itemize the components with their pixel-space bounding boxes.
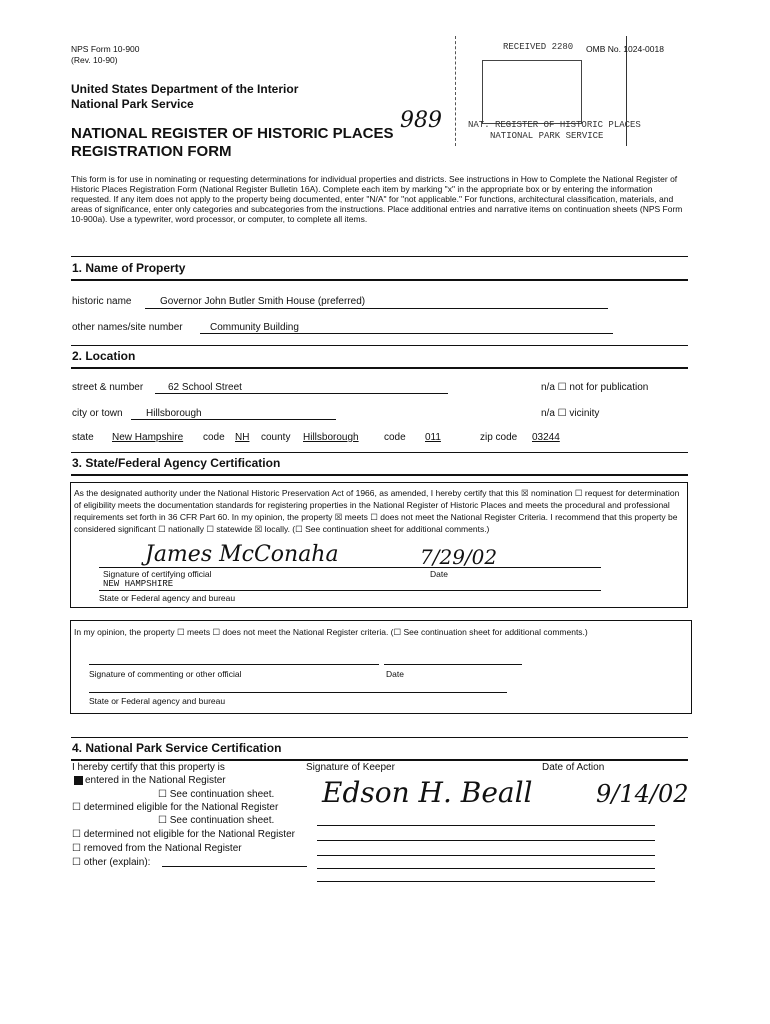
section1-heading: 1. Name of Property <box>72 261 186 275</box>
removed-option[interactable]: ☐ removed from the National Register <box>72 843 242 854</box>
register-stamp-line1: NAT. REGISTER OF HISTORIC PLACES <box>468 120 641 130</box>
form-revision: (Rev. 10-90) <box>71 55 118 65</box>
state-code-value[interactable]: NH <box>235 432 250 443</box>
signature-line <box>99 567 601 568</box>
divider <box>71 367 688 369</box>
date-of-action-label: Date of Action <box>542 762 605 773</box>
street-label: street & number <box>72 382 144 393</box>
form-number: NPS Form 10-900 <box>71 44 140 54</box>
department-name: United States Department of the Interior <box>71 82 299 96</box>
commenting-date-label: Date <box>386 669 404 679</box>
state-label: state <box>72 432 94 443</box>
county-label: county <box>261 432 291 443</box>
state-code-label: code <box>203 432 225 443</box>
certification-text: As the designated authority under the National Historic Preservation Act of 1966, as amended, I hereby certify that this ☒ nomination ☐ request for determination of eligibility meets the documentation standards for registering properties in the National Register of Historic Places and meets the procedural and professional requirements set forth in 36 CFR Part 60. In my opinion, the property ☒ meets ☐ does not meet the National Register Criteria. I recommend that this property be considered significant ☐ nationally ☐ statewide ☒ locally. (☐ See continuation sheet for additional comments.) <box>74 488 680 534</box>
service-name: National Park Service <box>71 97 194 111</box>
state-value[interactable]: New Hampshire <box>112 432 184 443</box>
stamp-inner-box <box>482 60 582 124</box>
keeper-signature: Edson H. Beall <box>322 776 533 809</box>
other-names-value[interactable]: Community Building <box>210 322 299 333</box>
keeper-line-1 <box>317 825 655 826</box>
other-option[interactable]: ☐ other (explain): <box>72 857 151 868</box>
agency-label-2: State or Federal agency and bureau <box>89 696 226 706</box>
agency-label: State or Federal agency and bureau <box>99 593 236 603</box>
keeper-signature-label: Signature of Keeper <box>306 762 395 773</box>
register-stamp-line2: NATIONAL PARK SERVICE <box>490 131 604 141</box>
divider <box>71 279 688 281</box>
county-code-label: code <box>384 432 406 443</box>
form-title-line2: REGISTRATION FORM <box>71 143 232 160</box>
city-label: city or town <box>72 408 123 419</box>
street-value[interactable]: 62 School Street <box>168 382 242 393</box>
city-value[interactable]: Hillsborough <box>146 408 202 419</box>
historic-name-label: historic name <box>72 296 132 307</box>
form-title-line1: NATIONAL REGISTER OF HISTORIC PLACES <box>71 125 394 142</box>
see-continuation-1[interactable]: ☐ See continuation sheet. <box>158 789 275 800</box>
divider <box>71 452 688 453</box>
zip-value[interactable]: 03244 <box>532 432 560 443</box>
commenting-signature-line <box>89 664 379 665</box>
other-explain-line <box>162 866 307 867</box>
divider <box>71 345 688 346</box>
county-value[interactable]: Hillsborough <box>303 432 359 443</box>
commenting-date-line <box>384 664 522 665</box>
entered-option[interactable] <box>72 775 226 786</box>
see-continuation-2[interactable]: ☐ See continuation sheet. <box>158 815 275 826</box>
county-code-value[interactable]: 011 <box>425 432 441 443</box>
keeper-line-2 <box>317 840 655 841</box>
keeper-line-3 <box>317 855 655 856</box>
certification-date-handwritten: 7/29/02 <box>420 545 498 569</box>
divider <box>71 759 688 761</box>
omb-number: OMB No. 1024-0018 <box>586 44 664 54</box>
divider <box>71 737 688 738</box>
divider <box>71 256 688 257</box>
zip-label: zip code <box>480 432 518 443</box>
section4-heading: 4. National Park Service Certification <box>72 741 282 755</box>
section3-heading: 3. State/Federal Agency Certification <box>72 456 281 470</box>
street-line <box>155 393 448 394</box>
city-line <box>131 419 336 420</box>
entered-label: entered in the National Register <box>85 775 226 786</box>
eligible-option[interactable]: ☐ determined eligible for the National Register <box>72 802 279 813</box>
entered-checkbox[interactable] <box>74 776 83 785</box>
vicinity-checkbox[interactable]: n/a ☐ vicinity <box>541 408 600 419</box>
instructions-paragraph: This form is for use in nominating or requesting determinations for individual properties and districts. See instructions in How to Complete the National Register of Historic Places Registration Form (National Register Bulletin 16A). Complete each item by marking "x" in the appropriate box or by entering the information requested. If any item does not apply to the property being documented, enter "N/A" for "not applicable." For functions, architectural classification, materials, and areas of significance, enter only categories and subcategories from the instructions. Place additional entries and narrative items on continuation sheets (NPS Form 10-900a). Use a typewriter, word processor, or computer, to complete all items. <box>71 174 683 224</box>
certify-intro: I hereby certify that this property is <box>72 762 225 773</box>
other-names-label: other names/site number <box>72 322 183 333</box>
keeper-line-5 <box>317 881 655 882</box>
agency-line-2 <box>89 692 507 693</box>
agency-line <box>99 590 601 591</box>
date-label: Date <box>430 569 448 579</box>
signature-label: Signature of certifying official <box>103 569 212 579</box>
historic-name-line <box>145 308 608 309</box>
keeper-line-4 <box>317 868 655 869</box>
commenting-signature-label: Signature of commenting or other official <box>89 669 242 679</box>
action-date-handwritten: 9/14/02 <box>596 780 689 808</box>
not-eligible-option[interactable]: ☐ determined not eligible for the National Register <box>72 829 295 840</box>
opinion-text: In my opinion, the property ☐ meets ☐ does not meet the National Register criteria. (☐ See continuation sheet for additional comments.) <box>74 627 588 637</box>
not-for-publication-checkbox[interactable]: n/a ☐ not for publication <box>541 382 649 393</box>
certifying-signature: James McConaha <box>145 542 339 567</box>
agency-typed: NEW HAMPSHIRE <box>103 579 174 589</box>
divider <box>71 474 688 476</box>
handwritten-reference: 989 <box>400 108 442 133</box>
section2-heading: 2. Location <box>72 349 136 363</box>
received-stamp: RECEIVED 2280 <box>503 42 574 52</box>
other-names-line <box>200 333 613 334</box>
historic-name-value[interactable]: Governor John Butler Smith House (preferred) <box>160 296 366 307</box>
